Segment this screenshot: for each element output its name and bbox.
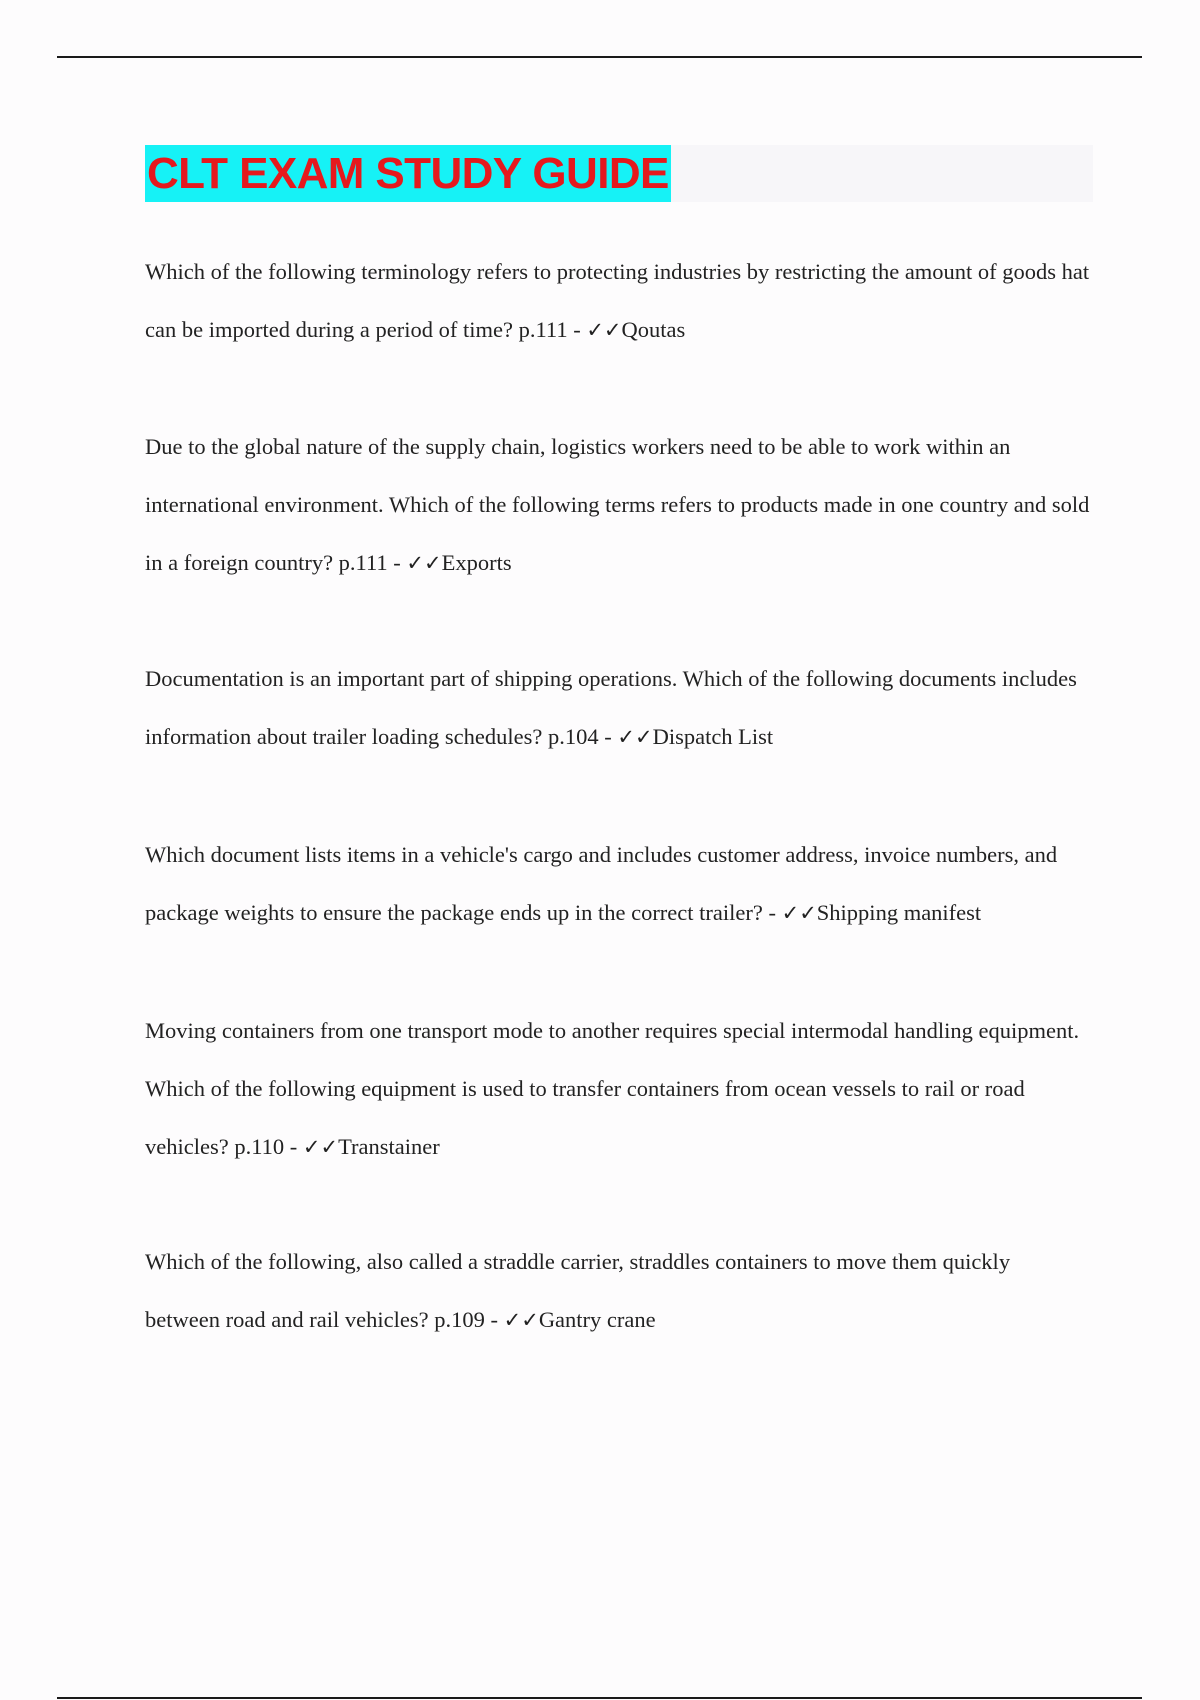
check-mark-icon: ✓✓ (586, 318, 622, 342)
question-text: Documentation is an important part of shipping operations. Which of the following documents includes information about trailer loading schedules? p.104 - (145, 666, 1077, 749)
question-text: Due to the global nature of the supply chain, logistics workers need to be able to work within an international environment. Which of the following terms refers to products made in one country and sold in a foreign country? p.111 - (145, 434, 1090, 575)
answer-text: Transtainer (338, 1134, 440, 1159)
question-text: Which of the following terminology refers to protecting industries by restricting the amount of goods hat can be imported during a period of time? p.111 - (145, 259, 1090, 342)
answer (586, 317, 685, 342)
qa-item (145, 650, 1090, 766)
question-text: Which of the following, also called a straddle carrier, straddles containers to move them quickly between road and rail vehicles? p.109 - (145, 1249, 1011, 1332)
check-mark-icon: ✓✓ (406, 551, 442, 575)
check-mark-icon: ✓✓ (302, 1135, 339, 1159)
qa-item (145, 418, 1090, 592)
top-rule (57, 56, 1142, 58)
check-mark-icon: ✓✓ (617, 725, 653, 749)
check-mark-icon: ✓✓ (781, 901, 817, 925)
document-title: CLT EXAM STUDY GUIDE (145, 145, 671, 202)
answer (782, 900, 982, 925)
answer (303, 1134, 440, 1159)
qa-item (145, 243, 1090, 359)
check-mark-icon: ✓✓ (503, 1308, 539, 1332)
answer-text: Gantry crane (538, 1307, 656, 1332)
qa-item (145, 1002, 1090, 1176)
answer (504, 1307, 656, 1332)
answer (617, 724, 773, 749)
answer-text: Dispatch List (652, 724, 774, 749)
answer-text: Qoutas (621, 317, 686, 342)
question-text: Which document lists items in a vehicle's cargo and includes customer address, invoice numbers, and package weights to ensure the package ends up in the correct trailer? - (145, 842, 1058, 925)
bottom-rule (57, 1697, 1142, 1699)
answer-text: Exports (441, 550, 512, 575)
qa-item (145, 826, 1090, 942)
question-text: Moving containers from one transport mode to another requires special intermodal handling equipment. Which of the following equipment is used to transfer containers from ocean vessels to rail or road vehicles? p.110 - (145, 1018, 1080, 1159)
answer-text: Shipping manifest (816, 900, 982, 925)
answer (406, 550, 511, 575)
qa-item (145, 1233, 1090, 1349)
